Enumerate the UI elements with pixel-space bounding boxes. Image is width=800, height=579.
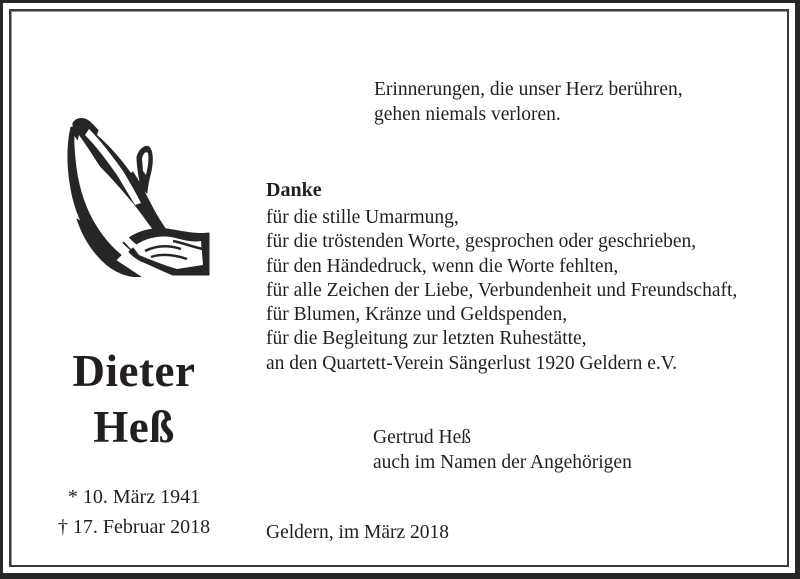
signature-note: auch im Namen der Angehörigen [373,452,632,473]
praying-hands-icon [63,115,211,277]
death-date: † 17. Februar 2018 [57,516,211,538]
thanks-line: an den Quartett-Verein Sängerlust 1920 Geldern e.V. [266,352,678,374]
thanks-line: für die Begleitung zur letzten Ruhestätte, [266,328,587,350]
thanks-line: für alle Zeichen der Liebe, Verbundenheit und Freundschaft, [266,279,738,301]
signature-name: Gertrud Heß [373,427,472,448]
thanks-line: für Blumen, Kränze und Geldspenden, [266,304,568,326]
birth-date: * 10. März 1941 [67,486,201,508]
thanks-line: für den Händedruck, wenn die Worte fehlten, [266,255,619,277]
thanks-line: für die stille Umarmung, [266,207,459,228]
quote-line: gehen niemals verloren. [374,104,561,125]
thanks-line: für die tröstenden Worte, gesprochen oder geschrieben, [266,231,697,253]
place-and-date: Geldern, im März 2018 [266,522,450,543]
signature-block [373,425,632,475]
thanks-heading: Danke [266,179,322,201]
thanks-list [266,206,737,376]
deceased-last-name: Heß [93,402,175,452]
quote-line: Erinnerungen, die unser Herz berühren, [374,79,683,100]
memorial-quote [374,77,683,127]
deceased-first-name: Dieter [72,346,196,396]
